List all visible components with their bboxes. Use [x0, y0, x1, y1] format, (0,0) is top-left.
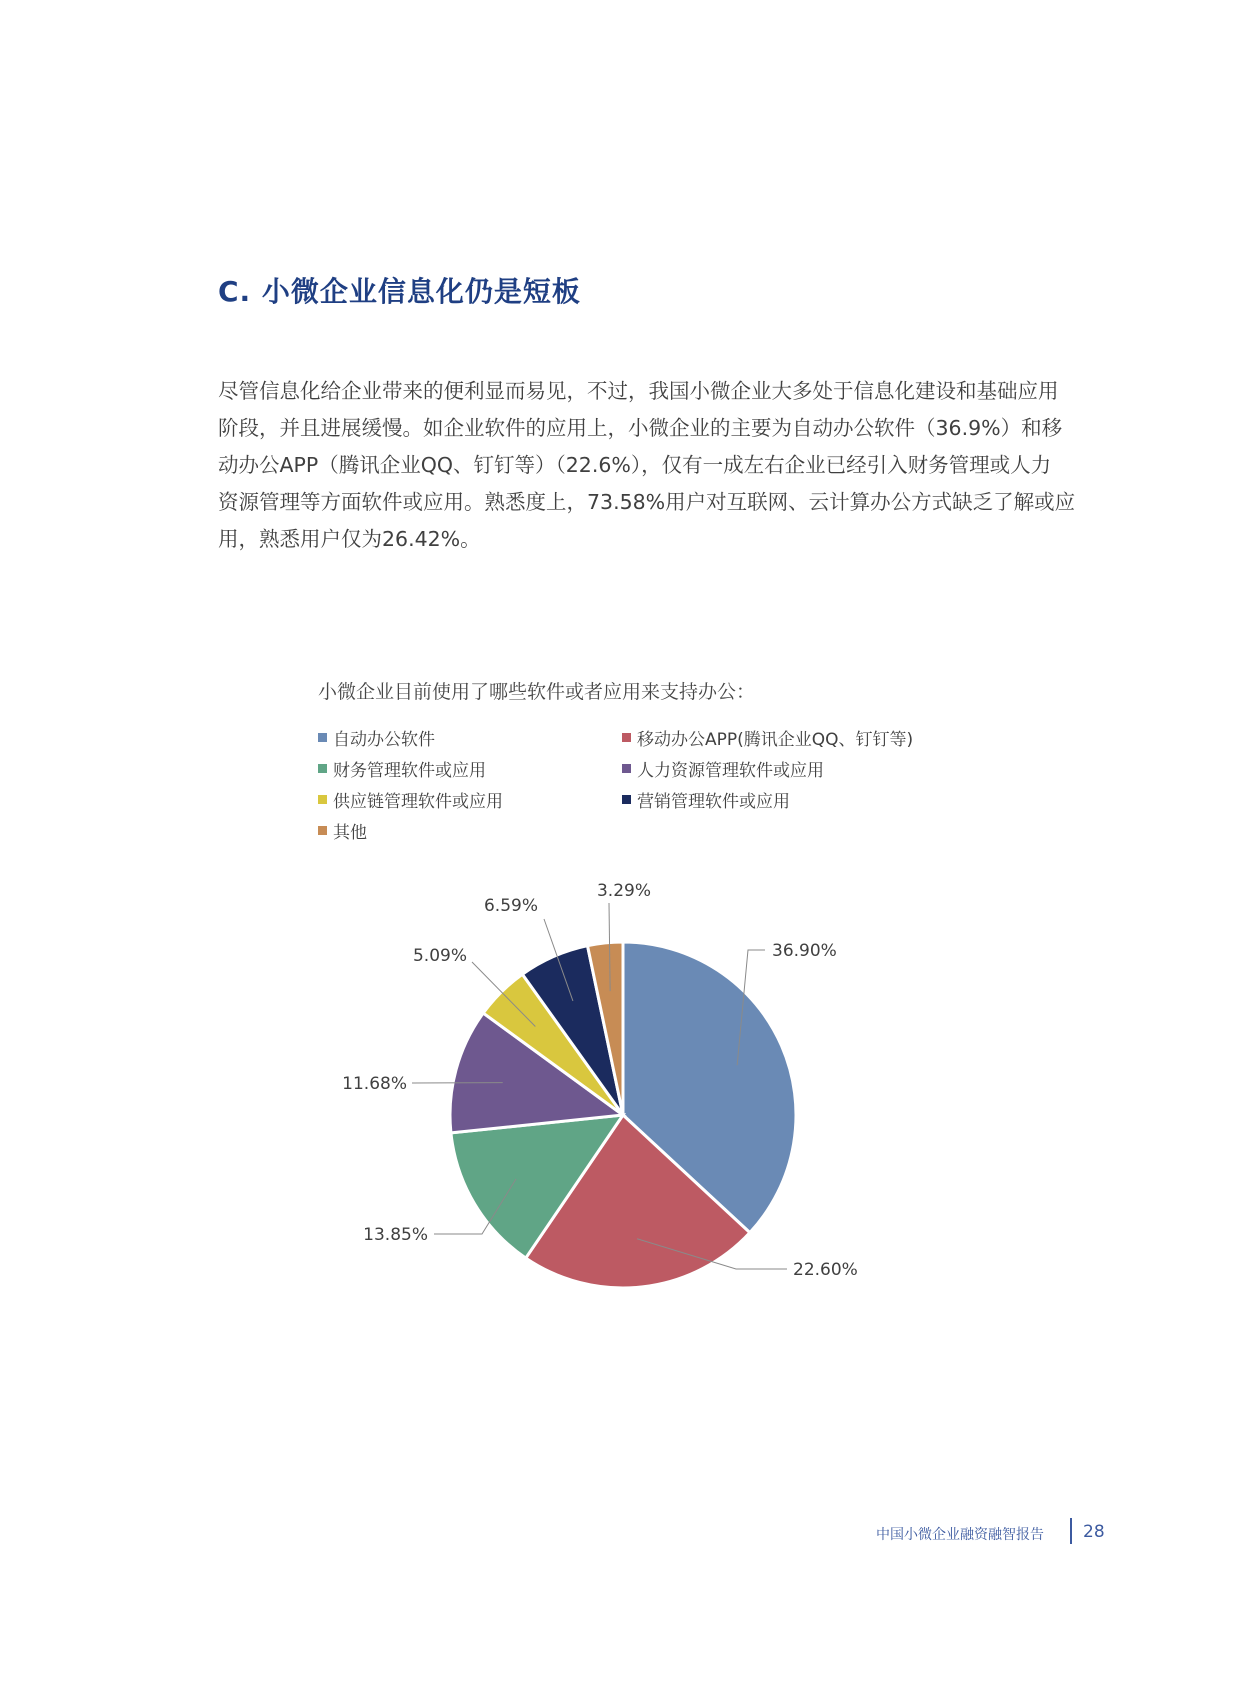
- legend-label: 移动办公APP(腾讯企业QQ、钉钉等): [637, 730, 914, 750]
- legend-label: 人力资源管理软件或应用: [637, 761, 824, 781]
- legend-label: 财务管理软件或应用: [333, 761, 486, 781]
- legend-label: 供应链管理软件或应用: [333, 792, 503, 812]
- data-label: 22.60%: [793, 1260, 858, 1280]
- paragraph-line: 资源管理等方面软件或应用。熟悉度上，73.58%用户对互联网、云计算办公方式缺乏了解或应: [218, 490, 1076, 514]
- legend-label: 其他: [333, 823, 367, 843]
- data-label: 13.85%: [363, 1225, 428, 1245]
- chart-title: 小微企业目前使用了哪些软件或者应用来支持办公：: [318, 681, 756, 703]
- paragraph-line: 尽管信息化给企业带来的便利显而易见，不过，我国小微企业大多处于信息化建设和基础应用: [218, 379, 1059, 403]
- data-label: 5.09%: [412, 946, 467, 966]
- data-label: 6.59%: [483, 896, 538, 916]
- paragraph-line: 阶段，并且进展缓慢。如企业软件的应用上，小微企业的主要为自动办公软件（36.9%）和移: [218, 416, 1063, 440]
- paragraph-line: 动办公APP（腾讯企业QQ、钉钉等）（22.6%），仅有一成左右企业已经引入财务管理或人力: [218, 453, 1052, 477]
- paragraph-line: 用，熟悉用户仅为26.42%。: [218, 527, 481, 551]
- data-label: 3.29%: [596, 881, 652, 901]
- footer-divider: [1070, 1518, 1072, 1544]
- legend-label: 自动办公软件: [333, 730, 435, 750]
- footer-report-title: 中国小微企业融资融智报告: [876, 1527, 1044, 1543]
- data-label: 36.90%: [772, 941, 837, 961]
- data-label: 11.68%: [342, 1074, 407, 1094]
- section-title: C. 小微企业信息化仍是短板: [218, 275, 581, 308]
- legend-label: 营销管理软件或应用: [637, 792, 790, 812]
- page-number: 28: [1083, 1522, 1105, 1542]
